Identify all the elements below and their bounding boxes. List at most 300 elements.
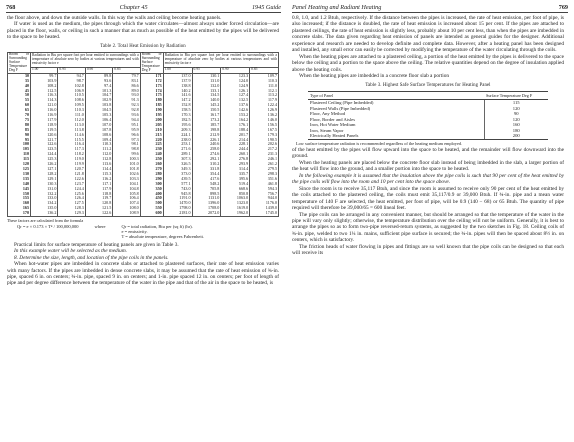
table-cell-value: 226.1	[192, 138, 221, 143]
table-cell-value: 101.8	[113, 167, 140, 172]
table-cell-value: 898.5	[192, 192, 221, 197]
table2-col-group: Radiation in Btu per square foot per hour emitted to surroundings with a temperature of absolute zero by bodies at various temperatures and with emissivity factor e	[163, 53, 278, 68]
table-cell-value: 310.2	[192, 162, 221, 167]
table-cell-temperature: 550	[140, 206, 163, 211]
table-cell-temperature: 140	[8, 182, 31, 187]
table-cell-temperature: 180	[140, 98, 163, 103]
panel-type-cell: Floor, Any Method	[310, 111, 346, 117]
table-cell-value: 121.0	[31, 103, 58, 108]
table-cell-value: 349.3	[163, 167, 192, 172]
table-cell-value: 167.5	[250, 128, 279, 133]
table-cell-value: 86.6	[113, 84, 140, 89]
table-cell-value: 128.3	[58, 206, 85, 211]
emissivity-header: 1.00	[31, 68, 58, 74]
table-cell-value: 98.7	[58, 79, 85, 84]
table-cell-temperature: 90	[8, 133, 31, 138]
table-cell-value: 152.8	[163, 103, 192, 108]
table-cell-value: 91.3	[113, 98, 140, 103]
table-cell-value: 102.9	[85, 98, 112, 103]
table-cell-value: 146.0	[250, 118, 279, 123]
table-cell-value: 134.2	[31, 201, 58, 206]
panel-type-cell: Electrically Heated Panels	[308, 133, 484, 139]
table-cell-temperature: 130	[8, 172, 31, 177]
table-cell-temperature: 120	[8, 162, 31, 167]
table-cell-value: 103.3	[113, 177, 140, 182]
left-column	[7, 15, 279, 287]
table-cell-value: 153.2	[221, 113, 250, 118]
table3-col-type: Type of Panel	[308, 91, 484, 100]
temperature-cell: 180	[484, 128, 548, 134]
right-column	[292, 15, 564, 257]
table-cell-temperature: 145	[8, 187, 31, 192]
table-cell-value: 112.0	[85, 152, 112, 157]
table-cell-value: 131.0	[31, 187, 58, 192]
table-cell-value: 121.7	[31, 138, 58, 143]
table-cell-value: 314.4	[221, 167, 250, 172]
table-cell-value: 231.3	[250, 152, 279, 157]
paragraph: The friction heads of water flowing in pipes and fittings are so well known that the pipe coils can be designed so that each will receive its	[292, 243, 564, 257]
table-cell-value: 92.3	[113, 103, 140, 108]
table-cell-temperature: 40	[8, 84, 31, 89]
table-cell-value: 101.3	[85, 89, 112, 94]
paragraph: Since the room is to receive 35,117 Btuh, and since the room is assumed to receive only 90 per cent of the heat emitted by the coils attached to the plastered ceiling, the coils must emit 35,117/0.9 or 39,000 Btuh. If ¾-in. pipe and a mean water temperature of 140 F are selected, the heat emitted, per foot of pipe, will be 0.9 (140 − 68) or 65 Btuh. The quantity of pipe required will therefore be 39,000/65 = 600 lineal feet.	[292, 185, 564, 212]
table-cell-value: 126.2	[31, 162, 58, 167]
left-page-number: 768	[6, 4, 16, 11]
table-cell-value: 1745.0	[250, 211, 279, 216]
table-cell-value: 99.6	[113, 152, 140, 157]
table-cell-value: 461.8	[250, 182, 279, 187]
table-cell-value: 107.8	[85, 128, 112, 133]
table-cell-value: 79.7	[113, 73, 140, 78]
table-cell-temperature: 65	[8, 108, 31, 113]
temperature-cell: 120	[484, 106, 548, 112]
table-cell-value: 104.5	[85, 108, 112, 113]
table-cell-value: 134.5	[192, 93, 221, 98]
table-cell-value: 106.4	[113, 196, 140, 201]
table-cell-value: 238.0	[163, 138, 192, 143]
table-cell-value: 209.3	[163, 128, 192, 133]
paragraph: When the heating pipes are imbedded in a concrete floor slab a portion	[299, 73, 450, 80]
emissivity-header: 0.95	[58, 68, 85, 74]
table-cell-value: 244.4	[221, 147, 250, 152]
table-cell-value: 102.6	[113, 172, 140, 177]
table-cell-value: 142.6	[221, 108, 250, 113]
paragraph: Practical limits for surface temperature of heating panels are given in Table 3.	[14, 241, 179, 248]
table-cell-temperature: 600	[140, 211, 163, 216]
left-header-rule	[6, 12, 281, 13]
formula-def: Qr = total radiation, Btu per (sq ft) (hr).	[121, 224, 193, 230]
table-cell-temperature: 250	[140, 157, 163, 162]
table-cell-temperature: 300	[140, 182, 163, 187]
table-cell-value: 113.6	[85, 162, 112, 167]
table-cell-value: 110.3	[250, 79, 279, 84]
table-cell-value: 112.0	[58, 118, 85, 123]
emissivity-header: 0.95	[192, 68, 221, 74]
table-cell-value: 743.0	[163, 187, 192, 192]
table-cell-value: 114.3	[31, 98, 58, 103]
table-cell-value: 944.0	[250, 196, 279, 201]
panel-type-cell: Plastered Walls (Pipe Imbedded)	[310, 105, 371, 111]
table-cell-value: 98.8	[113, 147, 140, 152]
right-header-rule	[292, 12, 568, 13]
table-cell-value: 126.9	[250, 108, 279, 113]
table-cell-value: 113.0	[58, 123, 85, 128]
emissivity-header: 1.00	[163, 68, 192, 74]
table-cell-value: 117.1	[85, 182, 112, 187]
table-cell-value: 100.3	[113, 157, 140, 162]
formula-def: T = absolute temperature, degrees Fahrenheit.	[121, 234, 205, 240]
formula-where: where	[94, 224, 106, 230]
table-cell-value: 108.9	[113, 211, 140, 216]
table-cell-value: 395.6	[221, 177, 250, 182]
table-cell-value: 122.6	[85, 211, 112, 216]
table-cell-temperature: 350	[140, 187, 163, 192]
table-cell-value: 127.1	[31, 167, 58, 172]
table-cell-value: 253.1	[163, 142, 192, 147]
table-cell-value: 94.7	[58, 73, 85, 78]
paragraph: of the heat emitted by the pipes will flow upward into the space to be heated, and the remainder will flow downward into the ground.	[292, 146, 564, 160]
table-cell-temperature: 95	[8, 138, 31, 143]
table-cell-value: 195.6	[163, 123, 192, 128]
panel-type-cell: Plastered Ceiling (Pipe Imbedded)	[310, 100, 374, 106]
paragraph-italic: In the following example it is assumed that the insulation above the pipe coils is such that 90 per cent of the heat emitted by the pipe coils will flow into the room and 10 per cent into the space above.	[292, 172, 564, 186]
table-cell-value: 89.8	[85, 73, 112, 78]
table-cell-value: 109.5	[58, 103, 85, 108]
table-cell-value: 668.6	[221, 187, 250, 192]
table-cell-value: 1323.0	[221, 201, 250, 206]
table-cell-value: 97.4	[85, 84, 112, 89]
table-cell-temperature: 240	[140, 152, 163, 157]
table-cell-value: 1619.0	[221, 206, 250, 211]
emissivity-header: 0.85	[113, 68, 140, 74]
table-cell-value: 271.6	[163, 147, 192, 152]
table-cell-value: 198.8	[192, 128, 221, 133]
table-cell-value: 112.8	[85, 157, 112, 162]
table-cell-value: 185.7	[192, 123, 221, 128]
table-cell-value: 140.0	[192, 98, 221, 103]
table-cell-value: 1176.0	[250, 201, 279, 206]
table-cell-value: 129.3	[58, 211, 85, 216]
table-cell-value: 118.9	[31, 123, 58, 128]
table-cell-value: 125.6	[58, 192, 85, 197]
table-cell-value: 1708.0	[192, 206, 221, 211]
temperature-cell: 115	[484, 100, 548, 106]
table-cell-value: 354.4	[192, 172, 221, 177]
temperature-cell: 120	[484, 117, 548, 123]
table-cell-value: 326.5	[163, 162, 192, 167]
table-cell-value: 147.2	[163, 98, 192, 103]
table-cell-value: 190.5	[250, 138, 279, 143]
table-cell-value: 212.9	[192, 133, 221, 138]
paragraph: When the heating pipes are attached to a plastered ceiling, a portion of the heat emitted by the pipes is delivered to the space below the ceiling and a portion to the space above the ceiling. The relative quantities depend on the degree of insulation applied above the heating coils.	[292, 53, 564, 73]
table-cell-value: 99.7	[31, 73, 58, 78]
table-cell-value: 214.4	[221, 138, 250, 143]
table-cell-value: 188.4	[221, 128, 250, 133]
table-cell-value: 182.5	[163, 118, 192, 123]
paragraph: The pipe coils can be arranged in any convenient manner, but should be arranged so that the temperature of the water in the pipe will vary only slightly; otherwise, the temperature distribution over the ceiling will not be uniform. Generally, it is best to arrange the pipes so as to form two-pipe reversed-return systems, as suggested by the two sketches in Fig. 18. Ceiling coils of ¾-in. pipe, welded to two 1¼ in. mains, sufficient pipe surface is secured; the ¾-in. pipes will then be spaced about 8½ in. on centers, which is satisfactory.	[292, 211, 564, 244]
table-cell-value: 276.8	[221, 157, 250, 162]
right-running-header	[292, 4, 568, 11]
table2-col-wall: Room or Surrounding Surface Temperature Deg F	[9, 52, 29, 72]
table-cell-value: 124.9	[221, 84, 250, 89]
table-cell-temperature: 400	[140, 192, 163, 197]
table-cell-value: 373.0	[163, 172, 192, 177]
table-cell-value: 121.5	[85, 206, 112, 211]
table-cell-value: 115.3	[85, 172, 112, 177]
table-cell-value: 123.7	[58, 182, 85, 187]
table-cell-value: 111.2	[85, 147, 112, 152]
table-cell-value: 113.8	[58, 128, 85, 133]
table-cell-value: 258.0	[192, 147, 221, 152]
table-cell-value: 136.2	[31, 211, 58, 216]
table-cell-temperature: 174	[140, 89, 163, 94]
table-cell-value: 1439.0	[250, 206, 279, 211]
emissivity-header: 0.90	[85, 68, 112, 74]
table-cell-value: 89.0	[113, 89, 140, 94]
table-cell-value: 116.0	[31, 108, 58, 113]
table-cell-value: 126.4	[58, 196, 85, 201]
table-cell-value: 98.1	[113, 142, 140, 147]
table-cell-temperature: 205	[140, 123, 163, 128]
table-cell-value: 107.4	[113, 201, 140, 206]
table-cell-value: 132.0	[192, 84, 221, 89]
emissivity-header: 0.90	[221, 68, 250, 74]
table-cell-value: 158.5	[163, 108, 192, 113]
table-cell-value: 120.6	[31, 133, 58, 138]
table-cell-value: 104.7	[85, 93, 112, 98]
table-cell-value: 594.3	[250, 187, 279, 192]
table-cell-temperature: 190	[140, 108, 163, 113]
table-cell-temperature: 30	[8, 73, 31, 78]
table-cell-value: 92.8	[113, 108, 140, 113]
table-cell-temperature: 45	[8, 89, 31, 94]
table-cell-temperature: 115	[8, 157, 31, 162]
table3-safe-temperatures	[308, 91, 548, 140]
table-cell-value: 93.6	[85, 79, 112, 84]
table-cell-value: 96.6	[113, 133, 140, 138]
table-cell-value: 1798.0	[163, 206, 192, 211]
table-cell-value: 116.2	[85, 177, 112, 182]
table-cell-value: 202.6	[250, 142, 279, 147]
table-cell-value: 115.5	[58, 138, 85, 143]
panel-type-cell: Iron, Hot Water Medium	[310, 122, 356, 128]
table-cell-value: 1063.0	[221, 196, 250, 201]
table-cell-value: 130.3	[31, 182, 58, 187]
table-cell-value: 119.5	[31, 128, 58, 133]
left-book-title: 1945 Guide	[251, 4, 281, 11]
table-cell-value: 106.9	[58, 89, 85, 94]
left-running-header	[6, 4, 281, 11]
table-cell-value: 136.2	[250, 113, 279, 118]
table-cell-value: 114.6	[58, 133, 85, 138]
table-cell-value: 240.6	[192, 142, 221, 147]
table-cell-value: 331.8	[192, 167, 221, 172]
table-cell-value: 133.1	[192, 89, 221, 94]
table-cell-value: 109.7	[250, 73, 279, 78]
table-cell-value: 124.0	[221, 79, 250, 84]
table-cell-value: 122.6	[31, 142, 58, 147]
table-cell-value: 105.3	[85, 113, 112, 118]
table-cell-value: 109.4	[85, 138, 112, 143]
table-cell-temperature: 225	[140, 142, 163, 147]
table-cell-temperature: 171	[140, 73, 163, 78]
table-cell-temperature: 170	[8, 211, 31, 216]
table-cell-value: 577.1	[163, 182, 192, 187]
table-cell-temperature: 135	[8, 177, 31, 182]
table-cell-value: 173.2	[192, 118, 221, 123]
table-cell-value: 756.7	[250, 192, 279, 197]
table-cell-temperature: 105	[8, 147, 31, 152]
table-cell-value: 118.2	[58, 152, 85, 157]
table-cell-value: 850.8	[221, 192, 250, 197]
emissivity-header: 0.85	[250, 68, 279, 74]
table-cell-value: 137.9	[163, 79, 192, 84]
step-heading: 8. Determine the size, length, and location of the pipe coils in the panels.	[14, 254, 169, 261]
table-cell-temperature: 195	[140, 113, 163, 118]
table-cell-temperature: 450	[140, 196, 163, 201]
table-cell-value: 101.0	[113, 162, 140, 167]
table-cell-temperature: 155	[8, 196, 31, 201]
table-cell-temperature: 185	[140, 103, 163, 108]
table-cell-value: 138.8	[163, 84, 192, 89]
table-cell-value: 293.9	[221, 162, 250, 167]
table-cell-value: 93.0	[113, 93, 140, 98]
table-cell-temperature: 80	[8, 123, 31, 128]
table-cell-value: 261.2	[250, 162, 279, 167]
table-cell-value: 298.3	[250, 172, 279, 177]
table-cell-value: 519.4	[221, 182, 250, 187]
table-cell-value: 150.5	[192, 108, 221, 113]
table-cell-value: 170.3	[163, 113, 192, 118]
table-cell-value: 113.2	[250, 93, 279, 98]
table-cell-value: 145.2	[192, 103, 221, 108]
table-cell-value: 93.6	[113, 113, 140, 118]
table-cell-value: 122.4	[250, 103, 279, 108]
table-row	[8, 211, 279, 216]
table2-col-wall: Room or Surrounding Surface Temperature Deg F	[141, 52, 162, 72]
paragraph: When the heating panels are placed below the concrete floor slab instead of being imbedded in the slab, a larger portion of the heat will flow into the ground, and a smaller portion into the space to be heated.	[292, 159, 564, 173]
table-cell-value: 129.1	[31, 177, 58, 182]
table-cell-value: 119.0	[58, 157, 85, 162]
table-cell-value: 141.6	[163, 93, 192, 98]
formula-lhs: Qr = e × 0.173 × T⁴ / 100,000,000	[17, 224, 79, 230]
table-cell-value: 1131.0	[192, 196, 221, 201]
table-cell-temperature: 110	[8, 152, 31, 157]
table-cell-value: 112.1	[250, 89, 279, 94]
table-cell-value: 131.0	[192, 79, 221, 84]
temperature-cell: 160	[484, 122, 548, 128]
table-cell-temperature: 50	[8, 93, 31, 98]
table-cell-value: 124.4	[58, 187, 85, 192]
table-cell-temperature: 75	[8, 118, 31, 123]
table-cell-value: 117.9	[250, 98, 279, 103]
table-cell-value: 127.5	[58, 201, 85, 206]
left-chapter-title: Chapter 45	[119, 4, 148, 11]
table-cell-value: 107.0	[85, 123, 112, 128]
table-cell-value: 279.5	[250, 167, 279, 172]
table-cell-value: 1962.0	[221, 211, 250, 216]
table-cell-temperature: 220	[140, 138, 163, 143]
table-cell-value: 127.4	[221, 93, 250, 98]
table-cell-temperature: 55	[8, 98, 31, 103]
table-cell-value: 201.7	[221, 133, 250, 138]
table-cell-value: 164.2	[221, 118, 250, 123]
table-cell-value: 217.2	[250, 147, 279, 152]
table-cell-temperature: 280	[140, 172, 163, 177]
table-cell-value: 128.2	[31, 172, 58, 177]
right-page-number: 769	[558, 4, 568, 11]
table-cell-value: 705.8	[192, 187, 221, 192]
table-cell-value: 161.7	[192, 113, 221, 118]
table-cell-temperature: 85	[8, 128, 31, 133]
table-cell-value: 292.1	[192, 157, 221, 162]
table3-caption: Table 3. Highest Safe Surface Temperatures for Heating Panel	[365, 82, 491, 88]
table3-body	[308, 100, 548, 140]
table-cell-value: 1396.0	[192, 201, 221, 206]
table-cell-value: 117.3	[58, 147, 85, 152]
table-cell-temperature: 200	[140, 118, 163, 123]
table-cell-value: 119.9	[58, 162, 85, 167]
table3-footnote: Low surface temperature radiation is recommended regardless of the heating medium employed.	[296, 140, 463, 146]
table-cell-temperature: 230	[140, 147, 163, 152]
table-cell-value: 417.6	[192, 177, 221, 182]
table-cell-value: 103.8	[85, 103, 112, 108]
table-cell-value: 111.0	[250, 84, 279, 89]
table-cell-value: 351.6	[250, 177, 279, 182]
table2-body	[8, 73, 279, 216]
table-cell-value: 117.9	[31, 118, 58, 123]
table-cell-temperature: 70	[8, 113, 31, 118]
table2-formula	[17, 224, 279, 240]
table-cell-value: 108.6	[58, 98, 85, 103]
table-cell-value: 108.2	[31, 84, 58, 89]
table-cell-value: 130.1	[192, 73, 221, 78]
table2-caption: Table 2. Total Heat Emission by Radiation	[100, 43, 186, 49]
table-cell-value: 335.7	[221, 172, 250, 177]
table-cell-value: 140.2	[163, 89, 192, 94]
table-cell-value: 104.8	[113, 187, 140, 192]
panel-type-cell: Iron, Steam Vapor	[310, 127, 344, 133]
table-cell-value: 1191.0	[163, 196, 192, 201]
paragraph-italic: In this example water will be selected as the medium.	[14, 248, 127, 255]
table-cell-temperature: 175	[140, 93, 163, 98]
table-cell-value: 116.3	[31, 93, 58, 98]
panel-type-cell: Floor, Border and Aisles	[310, 116, 355, 122]
table-cell-value: 110.3	[85, 142, 112, 147]
table-cell-value: 945.8	[163, 192, 192, 197]
table-cell-value: 123.3	[221, 73, 250, 78]
table-cell-value: 114.4	[85, 167, 112, 172]
table-cell-value: 122.6	[58, 177, 85, 182]
table-cell-temperature: 125	[8, 167, 31, 172]
table-cell-value: 108.6	[85, 133, 112, 138]
table-cell-value: 110.5	[58, 93, 85, 98]
temperature-cell: 90	[484, 111, 548, 117]
table3-col-temp: Surface Temperature Deg F	[484, 91, 548, 100]
table-cell-value: 133.0	[31, 196, 58, 201]
paragraph: If water is used as the medium, the pipes through which the water circulates—almost always under forced circulation—are placed in the floor, walls, or ceiling in such a manner that as much as possible of the heat emitted by the pipes will be delivered to the space to be heated.	[7, 21, 279, 41]
table-cell-value: 224.1	[163, 133, 192, 138]
table-cell-value: 120.8	[85, 201, 112, 206]
table-cell-value: 260.1	[221, 152, 250, 157]
table-cell-value: 126.1	[221, 89, 250, 94]
table-cell-value: 111.0	[58, 113, 85, 118]
table-cell-value: 106.4	[85, 118, 112, 123]
table-cell-value: 116.9	[31, 113, 58, 118]
table-cell-value: 97.3	[113, 138, 140, 143]
table-cell-value: 117.9	[85, 187, 112, 192]
table-cell-value: 121.8	[58, 172, 85, 177]
